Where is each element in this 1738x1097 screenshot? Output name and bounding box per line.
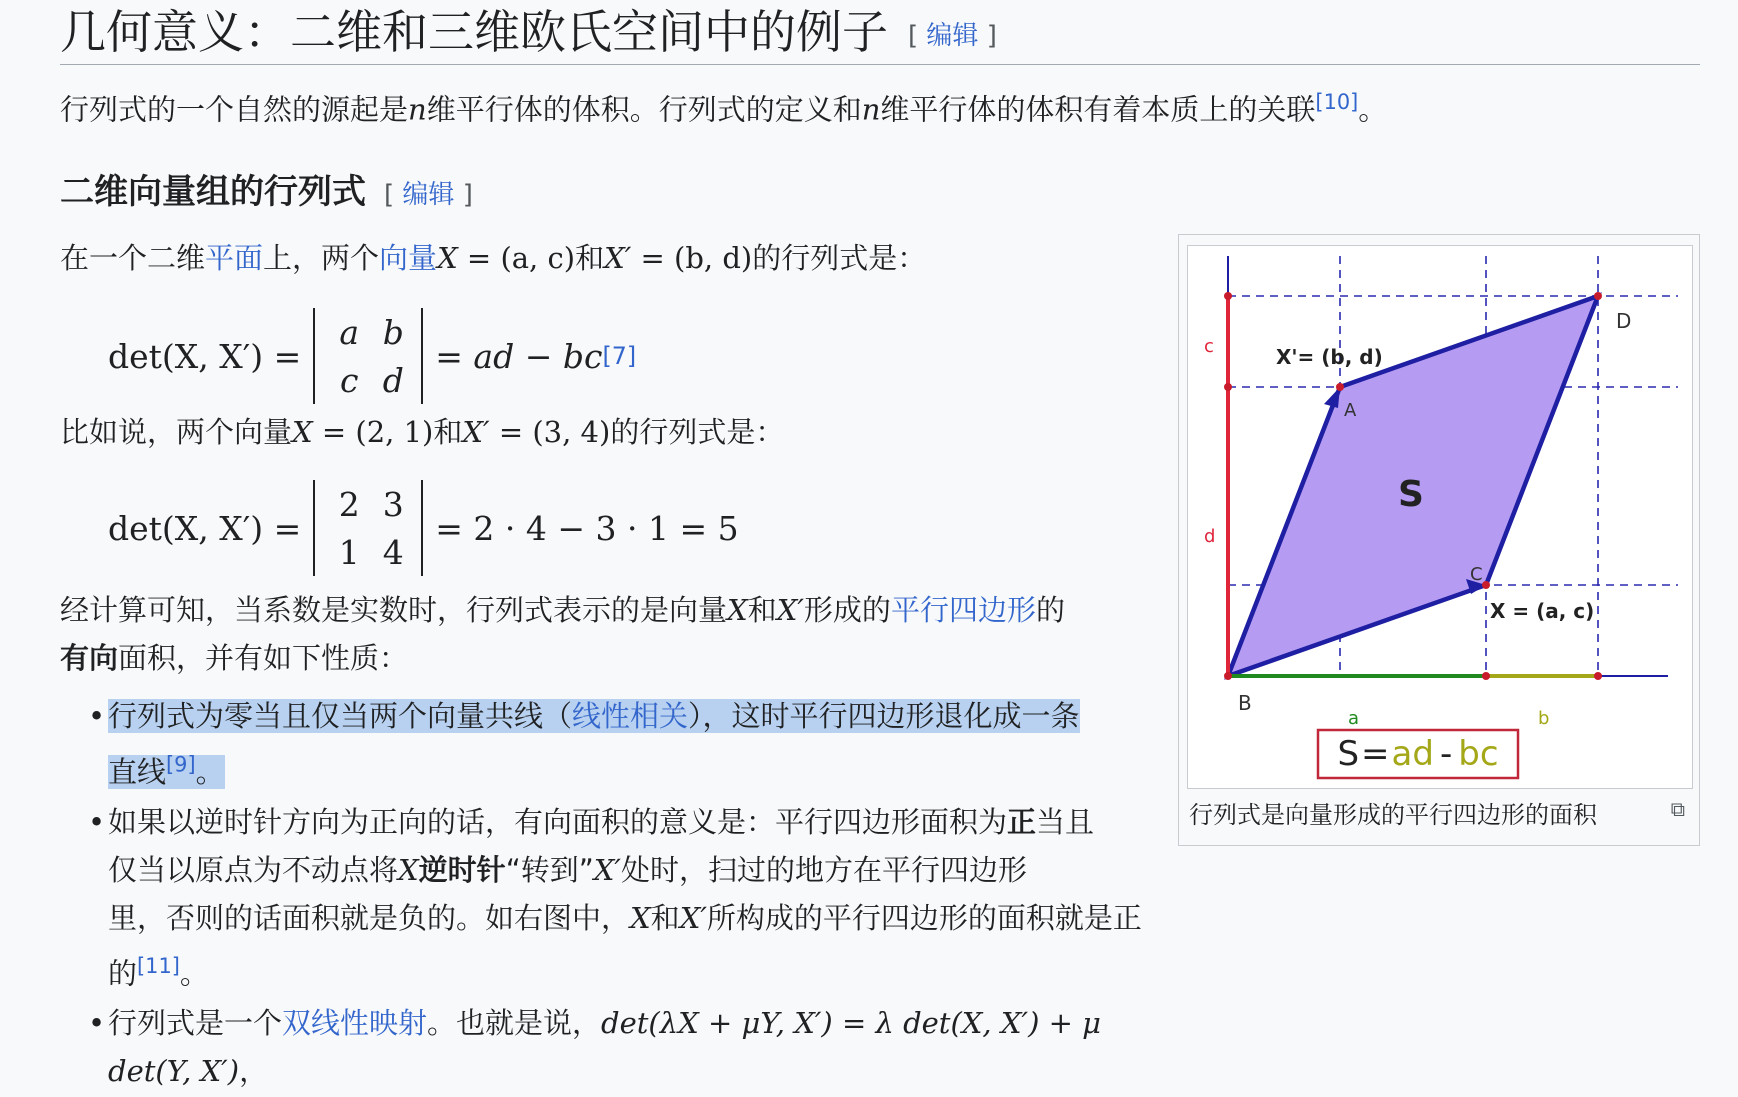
list-item [60,798,1160,998]
reference-link[interactable]: [7] [602,342,637,370]
parallelogram-link[interactable]: 平行四边形 [890,593,1036,627]
text: 的行列式是： [610,415,785,449]
text: 直线 [108,754,167,789]
bracket-open: [ [908,21,919,51]
matrix-cell: d [382,360,404,400]
text: 的 [1035,593,1065,627]
matrix-cell: a [339,312,360,352]
diagram-svg [1188,246,1692,788]
bracket-close: ] [986,21,997,51]
point-D: D [1616,309,1632,333]
determinant-formula [108,300,636,412]
point-C: C [1470,564,1483,585]
parallelogram-diagram[interactable] [1187,245,1693,789]
intro-paragraph [60,80,1387,132]
text: 里，否则的话面积就是负的。如右图中， [108,900,631,935]
text: 仅当以原点为不动点将 [108,852,399,887]
point-A: A [1344,400,1357,421]
math-xprime: X′ [593,852,621,887]
text: 在一个二维 [60,241,206,275]
matrix-cell: 3 [382,484,404,524]
subsection-heading [60,168,473,219]
formula-rhs: = ad − bc [435,336,603,376]
linear-dependence-link[interactable]: 线性相关 [572,699,689,733]
text: 当且 [1036,804,1095,839]
text: 。 [1358,92,1388,127]
math-n: n [861,92,881,127]
bold-text: 正 [1007,804,1037,839]
text: 行列式的一个自然的源起是 [60,92,409,127]
text: 形成的 [803,593,891,627]
text: “转到” [505,852,594,887]
math-value: = (2, 1) [312,415,434,449]
edit-subsection-link-wrapper [384,180,473,210]
subsection-title: 二维向量组的行列式 [60,172,366,212]
matrix-cell: 4 [382,532,404,572]
text: 处时，扫过的地方在平行四边形 [620,852,1027,887]
edit-section-link-wrapper [908,21,997,51]
figure-thumbnail [1178,234,1700,846]
matrix [313,308,423,404]
text: 经计算可知，当系数是实数时，行列式表示的是向量 [60,593,728,627]
text: 面积，并有如下性质： [118,641,409,675]
properties-paragraph [60,586,1065,682]
bracket-open: [ [384,180,395,210]
formula-rhs: = 2 · 4 − 3 · 1 = 5 [435,508,739,548]
math-x: X [292,415,313,449]
math-bd: = (b, d) [631,241,753,275]
edit-subsection-link[interactable]: 编辑 [402,180,455,210]
matrix-cell: c [340,360,359,400]
area-formula: S=ad - bc [1337,734,1499,774]
bilinear-formula: det(λX + μY, X′) = λ det(X, X′) + μ det(Y, X′) [108,1006,1101,1089]
text: 行列式为零当且仅当两个向量共线（ [108,699,573,733]
vector-x-label: X = (a, c) [1490,599,1595,623]
list-item [60,692,1160,796]
text: 比如说，两个向量 [60,415,293,449]
formula-lhs: det(X, X′) = [108,336,302,376]
math-x: X [727,593,748,627]
reference-link[interactable]: [10] [1315,90,1359,114]
example-determinant-formula [108,472,739,584]
vector-paragraph [60,236,926,280]
text: 和 [433,415,463,449]
math-n: n [408,92,427,127]
matrix-cell: b [382,312,404,352]
text: 维平行体的体积。行列式的定义和 [426,92,862,127]
text: ， [239,1054,269,1089]
point-B: B [1238,691,1252,715]
text: 维平行体的体积有着本质上的关联 [880,92,1316,127]
text: 和 [747,593,777,627]
math-x: X [398,852,419,887]
edit-section-link[interactable]: 编辑 [926,21,979,51]
math-x: X [437,241,458,275]
bold-text: 有向 [60,641,119,675]
bilinear-map-link[interactable]: 双线性映射 [282,1006,428,1041]
properties-list [60,692,1160,1097]
matrix-cell: 2 [338,484,360,524]
label-a: a [1348,708,1360,729]
magnify-icon[interactable]: ⧉ [1670,797,1685,821]
math-x: X [630,900,651,935]
math-xprime: X′ [604,241,632,275]
text: 如果以逆时针方向为正向的话，有向面积的意义是：平行四边形面积为 [108,804,1008,839]
figure-caption: 行列式是向量形成的平行四边形的面积 [1189,801,1597,829]
section-title: 几何意义：二维和三维欧氏空间中的例子 [60,5,888,59]
text: 和 [575,241,605,275]
bold-text: 逆时针 [418,852,506,887]
text: ），这时平行四边形退化成一条 [688,699,1080,733]
math-xprime: X′ [679,900,707,935]
example-paragraph [60,410,784,454]
section-heading [60,0,1700,65]
matrix [313,480,423,576]
matrix-cell: 1 [338,532,360,572]
label-c: c [1204,336,1214,357]
reference-link[interactable]: [11] [137,953,180,978]
text: 行列式是一个 [108,1006,283,1041]
text: 的行列式是： [752,241,927,275]
list-item [60,999,1160,1095]
text: 。 [195,754,225,789]
highlighted-text [108,699,1080,789]
math-xprime: X′ [776,593,804,627]
formula-lhs: det(X, X′) = [108,508,302,548]
bracket-close: ] [462,180,473,210]
math-ac: = (a, c) [457,241,576,275]
area-label: S [1398,474,1424,515]
text: 所构成的平行四边形的面积就是正的 [108,900,1142,991]
vector-link[interactable]: 向量 [379,241,438,275]
text: 和 [650,900,680,935]
text: 。也就是说， [427,1006,602,1041]
label-b: b [1538,708,1550,729]
math-value: = (3, 4) [489,415,611,449]
text: 。 [179,956,209,991]
math-xprime: X′ [462,415,490,449]
plane-link[interactable]: 平面 [205,241,264,275]
text: 上，两个 [263,241,380,275]
label-d: d [1204,526,1216,547]
reference-link[interactable]: [9] [166,752,196,776]
vector-xprime-label: X'= (b, d) [1276,345,1383,369]
